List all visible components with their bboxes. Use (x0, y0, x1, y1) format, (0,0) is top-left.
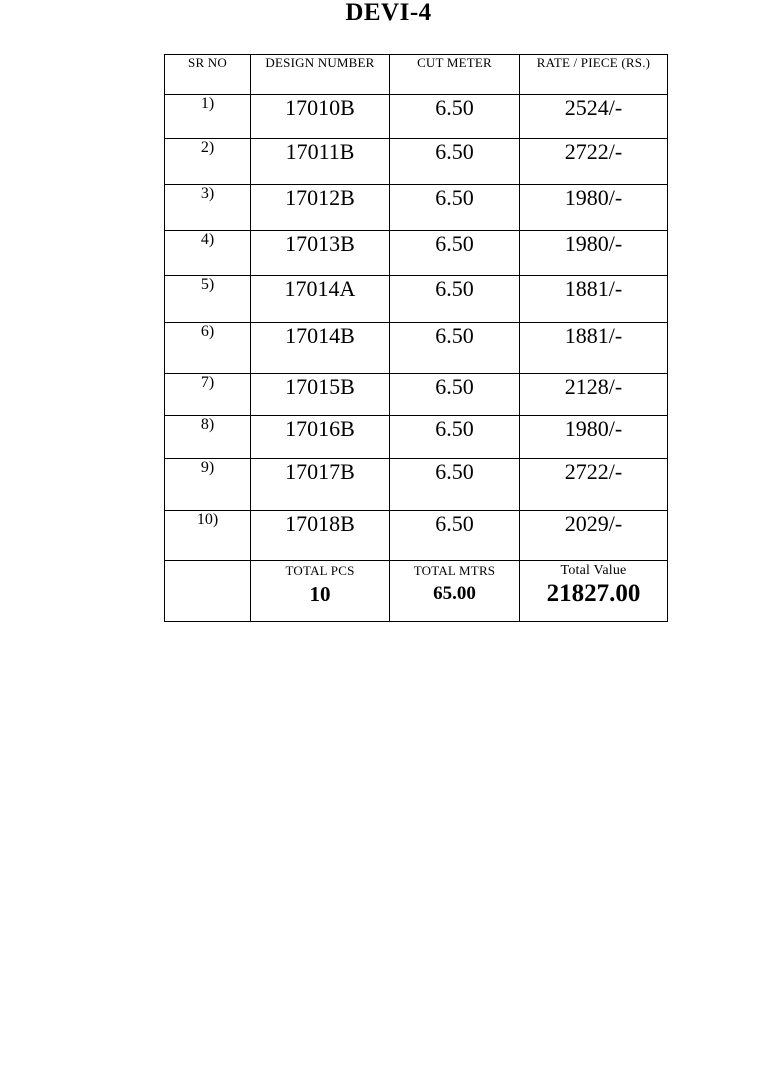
row-rate: 1881/- (520, 276, 668, 323)
total-pcs-value: 10 (309, 582, 331, 606)
table-row (165, 276, 668, 323)
row-cut-meter: 6.50 (390, 416, 520, 459)
total-value-amount: 21827.00 (546, 580, 641, 607)
row-sr-no: 2) (165, 139, 251, 185)
row-rate: 2722/- (520, 139, 668, 185)
total-value-cell (520, 561, 668, 622)
table-header-row (165, 55, 668, 95)
row-design-number: 17012B (251, 185, 390, 231)
row-cut-meter: 6.50 (390, 139, 520, 185)
total-mtrs-label: TOTAL MTRS (413, 563, 496, 578)
total-mtrs-value: 65.00 (433, 583, 476, 604)
row-sr-no: 4) (165, 231, 251, 276)
table-row (165, 185, 668, 231)
table-row (165, 374, 668, 416)
total-pcs-label: TOTAL PCS (285, 563, 355, 578)
row-design-number: 17014A (251, 276, 390, 323)
row-design-number: 17010B (251, 95, 390, 139)
row-sr-no: 7) (165, 374, 251, 416)
row-rate: 2029/- (520, 511, 668, 561)
row-cut-meter: 6.50 (390, 459, 520, 511)
row-cut-meter: 6.50 (390, 374, 520, 416)
table-row (165, 511, 668, 561)
row-design-number: 17016B (251, 416, 390, 459)
design-rate-table (164, 54, 668, 622)
totals-row (165, 561, 668, 622)
totals-empty-cell (165, 561, 251, 622)
row-cut-meter: 6.50 (390, 511, 520, 561)
row-design-number: 17014B (251, 323, 390, 374)
row-sr-no: 10) (165, 511, 251, 561)
row-design-number: 17011B (251, 139, 390, 185)
table-row (165, 459, 668, 511)
row-sr-no: 9) (165, 459, 251, 511)
header-sr-no: SR NO (165, 55, 251, 95)
row-rate: 1980/- (520, 185, 668, 231)
header-design-number: DESIGN NUMBER (251, 55, 390, 95)
table-row (165, 231, 668, 276)
row-design-number: 17017B (251, 459, 390, 511)
total-mtrs-cell (390, 561, 520, 622)
row-design-number: 17018B (251, 511, 390, 561)
header-cut-meter: CUT METER (390, 55, 520, 95)
table-row (165, 323, 668, 374)
row-design-number: 17013B (251, 231, 390, 276)
row-cut-meter: 6.50 (390, 276, 520, 323)
row-rate: 2128/- (520, 374, 668, 416)
row-sr-no: 5) (165, 276, 251, 323)
row-sr-no: 3) (165, 185, 251, 231)
row-rate: 1881/- (520, 323, 668, 374)
table-row (165, 416, 668, 459)
row-rate: 1980/- (520, 231, 668, 276)
row-sr-no: 6) (165, 323, 251, 374)
row-cut-meter: 6.50 (390, 323, 520, 374)
total-value-label: Total Value (560, 563, 627, 578)
row-sr-no: 1) (165, 95, 251, 139)
row-cut-meter: 6.50 (390, 231, 520, 276)
row-rate: 2722/- (520, 459, 668, 511)
row-design-number: 17015B (251, 374, 390, 416)
row-rate: 2524/- (520, 95, 668, 139)
table-row (165, 95, 668, 139)
row-cut-meter: 6.50 (390, 95, 520, 139)
total-pcs-cell (251, 561, 390, 622)
row-rate: 1980/- (520, 416, 668, 459)
header-rate-per-piece: RATE / PIECE (RS.) (520, 55, 668, 95)
page-title: DEVI-4 (345, 0, 432, 26)
table-row (165, 139, 668, 185)
row-sr-no: 8) (165, 416, 251, 459)
row-cut-meter: 6.50 (390, 185, 520, 231)
